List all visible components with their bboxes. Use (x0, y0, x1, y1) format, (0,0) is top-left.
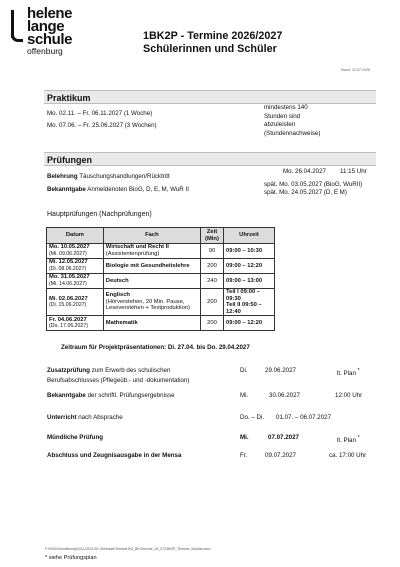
header-uhrzeit: Uhrzeit (223, 228, 274, 244)
logo-word-offenburg: offenburg (27, 46, 63, 56)
table-row (47, 316, 275, 331)
cell-date: Mo. 10.05.2027 (Mi. 09.06.2027) (47, 244, 104, 259)
bekanntgabe-ergebnisse (47, 391, 175, 401)
document-title (143, 30, 282, 56)
praktikum-note-line: Stunden sind (264, 112, 301, 120)
bekannt-time: 12:00 Uhr (335, 392, 363, 399)
table-row (47, 289, 275, 316)
cell-uhrzeit: 09:00 – 12:20 (223, 259, 274, 274)
cell-zeit: 90 (200, 244, 223, 259)
table-row (47, 274, 275, 289)
praktikum-note-line: (Stundennachweise) (264, 129, 321, 137)
cell-date: Mi. 12.05.2027 (Di. 08.06.2027) (47, 259, 104, 274)
footnote: * siehe Prüfungsplan (45, 555, 97, 561)
cell-zeit: 200 (200, 316, 223, 331)
cell-fach: Biologie mit Gesundheitslehre (103, 259, 200, 274)
table-row (47, 259, 275, 274)
hauptpruefungen-heading: Hauptprüfungen (Nachprüfungen) (47, 211, 152, 218)
abschluss-time: ca. 17:00 Uhr (329, 452, 367, 459)
logo-word-helene: helene (27, 5, 73, 22)
belehrung-date: Mo. 26.04.2027 (283, 168, 327, 175)
muendlich-label: Mündliche Prüfung (47, 434, 104, 441)
header-fach: Fach (103, 228, 200, 244)
praktikum-note-line: abzuleisten (264, 121, 296, 129)
cell-uhrzeit: 09:00 – 12:20 (223, 316, 274, 331)
unterricht-line (47, 413, 123, 423)
cell-zeit: 200 (200, 259, 223, 274)
cell-fach: Englisch (Hörverstehen, 20 Min. Pause, Leseverstehen + Textproduktion) (103, 289, 200, 316)
bekannt-day: Mi. (240, 392, 249, 399)
cell-date: Mi. 02.06.2027 (Di. 15.06.2027) (47, 289, 104, 316)
praktikum-note-line: mindestens 140 (264, 104, 308, 111)
muendlich-time: lt. Plan * (337, 435, 360, 445)
abschluss-label: Abschluss und Zeugnisausgabe in der Mensa (47, 452, 182, 459)
cell-zeit: 200 (200, 289, 223, 316)
zeitraum-projekt: Zeitraum für Projektpräsentationen: Di. 27.04. bis Do. 29.04.2027 (61, 344, 250, 351)
belehrung-label: Belehrung (47, 173, 78, 180)
bekannt-text: der schriftl. Prüfungsergebnisse (85, 392, 175, 399)
footnote-star: * (357, 435, 360, 441)
logo-word-schule: schule (27, 31, 73, 48)
title-line-1: 1BK2P - Termine 2026/2027 (143, 30, 283, 42)
cell-date: Fr. 04.06.2027 (Do. 17.06.2027) (47, 316, 104, 331)
cell-uhrzeit: 09:00 – 10:30 (223, 244, 274, 259)
belehrung-text: Täuschungshandlungen/Rücktritt (79, 173, 170, 180)
cell-date: Mo. 31.05.2027 (Mi. 14.06.2027) (47, 274, 104, 289)
zusatz-text (47, 366, 189, 386)
table-header-row (47, 228, 275, 244)
praktikum-note (264, 104, 320, 138)
muendlich-date: 07.07.2027 (268, 434, 299, 441)
footnote-star: * (357, 368, 360, 374)
school-logo (11, 6, 71, 58)
zusatz-time: lt. Plan * (337, 368, 360, 378)
unterricht-text: nach Absprache (76, 414, 123, 421)
header-datum: Datum (47, 228, 104, 244)
unterricht-date: 01.07. – 06.07.2027 (276, 414, 332, 421)
bekannt-date: 30.06.2027 (269, 392, 300, 399)
section-praktikum (44, 90, 376, 104)
footer-file-path: F:\HSO\Schulleitung\VOLL\2021\01 Oberstufe\Termine BG_BK\Termine_26_27\1BK2P_Termine_Schüler.docx (45, 547, 211, 551)
cell-fach: Wirtschaft und Recht II (Assistentenprüfung) (103, 244, 200, 259)
belehrung-time: 11:15 Uhr (340, 168, 367, 175)
zusatz-day: Di. (240, 367, 248, 374)
cell-uhrzeit: Teil I 09:00 – 09:30 Teil II 09:50 – 12:40 (223, 289, 274, 316)
cell-zeit: 240 (200, 274, 223, 289)
logo-word-lange: lange (27, 18, 65, 35)
bekanntgabe-date-1: spät. Mo. 03.05.2027 (BioG, WuRII) (264, 181, 363, 188)
bekanntgabe-text: Anmeldenoten BioG, D, E, M, WuR II (87, 186, 189, 193)
praktikum-row-2: Mo. 07.06. – Fr. 25.06.2027 (3 Wochen) (47, 122, 157, 129)
unterricht-label: Unterricht (47, 414, 77, 421)
cell-fach: Deutsch (103, 274, 200, 289)
exam-table (46, 227, 275, 331)
abschluss-day: Fr. (240, 452, 248, 459)
bekanntgabe-line (47, 186, 189, 194)
bekanntgabe-date-2: spät. Mo. 24.05.2027 (D, E M) (264, 189, 347, 196)
title-line-2: Schülerinnen und Schüler (143, 43, 277, 55)
praktikum-row-1: Mo. 02.11. – Fr. 06.11.2027 (1 Woche) (47, 110, 153, 117)
section-heading: Prüfungen (47, 155, 92, 165)
zusatz-label: Zusatzprüfung (47, 367, 90, 374)
table-row (47, 244, 275, 259)
bekanntgabe-label: Bekanntgabe (47, 186, 86, 193)
bekannt-label: Bekanntgabe (47, 392, 86, 399)
logo-hook (11, 32, 23, 42)
stand-date: Stand: 22.07.2026 (340, 68, 370, 72)
cell-uhrzeit: 09:00 – 13:00 (223, 274, 274, 289)
zusatz-date: 29.06.2027 (265, 367, 296, 374)
belehrung-line (47, 173, 170, 181)
zusatz-text-2: Berufsabschlusses (Pflegeüb.- und -dokumentation) (47, 377, 190, 384)
zusatz-text-1: zum Erwerb des schulischen (89, 367, 171, 374)
cell-fach: Mathematik (103, 316, 200, 331)
header-zeit: Zeit (Min) (200, 228, 223, 244)
section-pruefungen (44, 152, 376, 166)
section-heading: Praktikum (47, 93, 91, 103)
unterricht-day: Do. – Di. (240, 414, 265, 421)
muendlich-day: Mi. (240, 434, 249, 441)
abschluss-date: 09.07.2027 (265, 452, 296, 459)
